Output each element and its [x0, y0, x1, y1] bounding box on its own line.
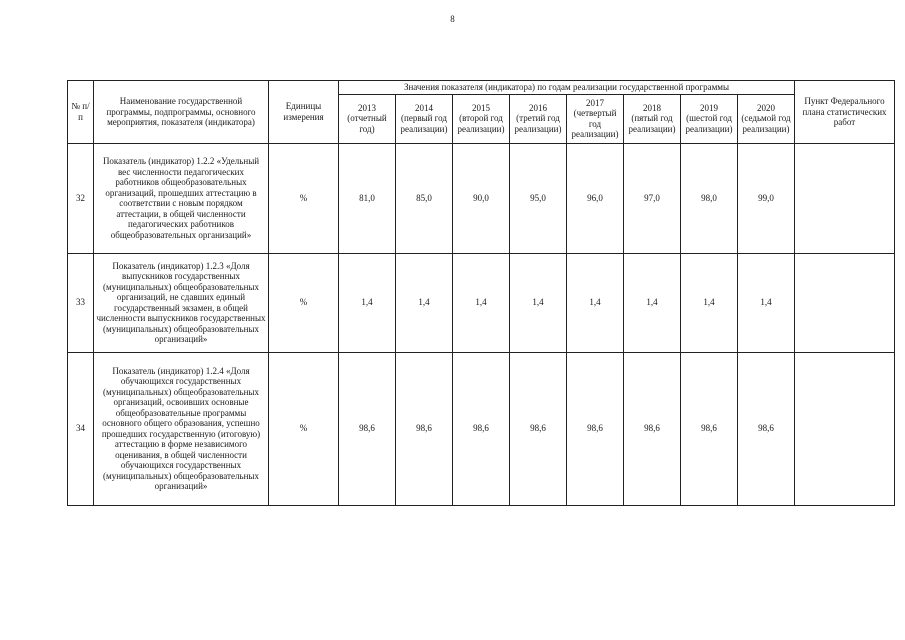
page-number: 8 — [450, 14, 455, 24]
value-2017: 1,4 — [567, 253, 624, 352]
value-2015: 1,4 — [453, 253, 510, 352]
header-number: № п/п — [68, 81, 94, 144]
value-2014: 85,0 — [396, 143, 453, 253]
row-number: 32 — [68, 143, 94, 253]
header-year-2020 — [738, 94, 795, 143]
value-2020: 99,0 — [738, 143, 795, 253]
header-name: Наименование государственной программы, подпрограммы, основного мероприятия, показателя (индикатора) — [94, 81, 269, 144]
year-description: (первый год реализации) — [400, 113, 448, 134]
year-number: 2019 — [700, 102, 718, 113]
year-description: (четвертый год реализации) — [571, 108, 619, 139]
indicator-name: Показатель (индикатор) 1.2.3 «Доля выпускников государственных (муниципальных) общеобразовательных организаций, не сдавших единый государственный экзамен, в общей численности выпускников государственных (муниципальных) общеобразовательных организаций» — [94, 253, 269, 352]
year-description: (шестой год реализации) — [685, 113, 733, 134]
value-2016: 1,4 — [510, 253, 567, 352]
value-2020: 1,4 — [738, 253, 795, 352]
header-year-2014 — [396, 94, 453, 143]
year-number: 2017 — [586, 97, 604, 108]
unit-cell: % — [269, 352, 339, 505]
value-2013: 81,0 — [339, 143, 396, 253]
indicator-name: Показатель (индикатор) 1.2.2 «Удельный вес численности педагогических работников общеобразовательных организаций, прошедших аттестацию в соответствии с новым порядком аттестации, в общей численности педагогических работников общеобразовательных организаций» — [94, 143, 269, 253]
row-number: 33 — [68, 253, 94, 352]
value-2017: 96,0 — [567, 143, 624, 253]
value-2018: 98,6 — [624, 352, 681, 505]
year-number: 2015 — [472, 102, 490, 113]
value-2019: 98,0 — [681, 143, 738, 253]
unit-cell: % — [269, 143, 339, 253]
value-2017: 98,6 — [567, 352, 624, 505]
value-2015: 90,0 — [453, 143, 510, 253]
header-values-group: Значения показателя (индикатора) по годам реализации государственной программы — [339, 81, 795, 95]
year-description: (седьмой год реализации) — [741, 113, 791, 134]
plan-item-cell — [795, 253, 895, 352]
value-2014: 98,6 — [396, 352, 453, 505]
year-number: 2018 — [643, 102, 661, 113]
year-number: 2020 — [757, 102, 775, 113]
value-2019: 98,6 — [681, 352, 738, 505]
value-2016: 98,6 — [510, 352, 567, 505]
value-2018: 97,0 — [624, 143, 681, 253]
header-year-2015 — [453, 94, 510, 143]
year-number: 2016 — [529, 102, 547, 113]
plan-item-cell — [795, 143, 895, 253]
table-row — [68, 352, 895, 505]
indicators-table — [67, 80, 895, 506]
header-year-2017 — [567, 94, 624, 143]
value-2015: 98,6 — [453, 352, 510, 505]
header-year-2016 — [510, 94, 567, 143]
value-2013: 1,4 — [339, 253, 396, 352]
value-2018: 1,4 — [624, 253, 681, 352]
year-number: 2014 — [415, 102, 433, 113]
year-description: (пятый год реализации) — [628, 113, 676, 134]
indicator-name: Показатель (индикатор) 1.2.4 «Доля обучающихся государственных (муниципальных) общеобразовательных организаций, освоивших основные общеобразовательные программы основного общего образования, успешно прошедших государственную (итоговую) аттестацию в форме независимого оценивания, в общей численности обучающихся государственных (муниципальных) общеобразовательных организаций» — [94, 352, 269, 505]
year-description: (третий год реализации) — [514, 113, 562, 134]
value-2014: 1,4 — [396, 253, 453, 352]
header-plan-item: Пункт Федерального плана статистических работ — [795, 81, 895, 144]
header-year-2013 — [339, 94, 396, 143]
header-year-2019 — [681, 94, 738, 143]
header-year-2018 — [624, 94, 681, 143]
value-2019: 1,4 — [681, 253, 738, 352]
plan-item-cell — [795, 352, 895, 505]
year-description: (второй год реализации) — [457, 113, 505, 134]
value-2020: 98,6 — [738, 352, 795, 505]
table-row — [68, 143, 895, 253]
unit-cell: % — [269, 253, 339, 352]
row-number: 34 — [68, 352, 94, 505]
year-number: 2013 — [358, 102, 376, 113]
value-2016: 95,0 — [510, 143, 567, 253]
table-row — [68, 253, 895, 352]
value-2013: 98,6 — [339, 352, 396, 505]
year-description: (отчетный год) — [347, 113, 387, 134]
header-unit: Единицы измерения — [269, 81, 339, 144]
header-row-top — [68, 81, 895, 95]
